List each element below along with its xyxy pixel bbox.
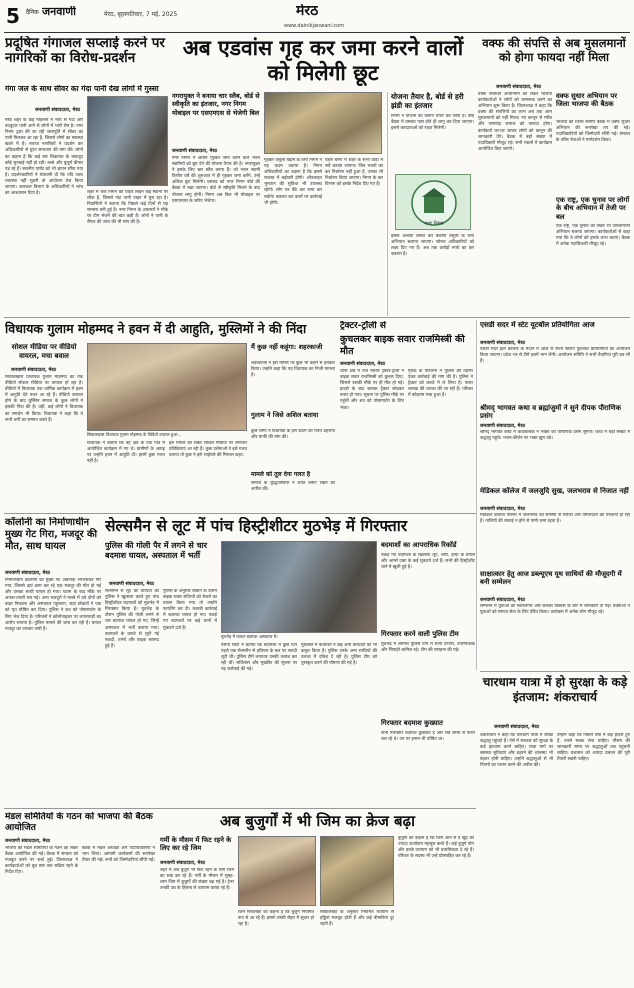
article-body-2: मृतक के परिजनों ने पुलिस को तहरीर देकर कार्रवाई की मांग की है। पुलिस ने ट्रैक्टर को कब्जे में ले लिया है। फरार चालक की तलाश की जा रही है। परिवार में कोहराम मचा हुआ है। <box>408 369 473 399</box>
havan-photo <box>87 343 247 431</box>
article-body-3: पहले चरण में शहर के सभी वार्डों में सर्वे कराया जाएगा। जिन भवनों का कर निर्धारण नहीं हुआ है, उनका भी निर्धारण किया जाएगा। निगम के कर विभाग को इसके निर्देश दिए गए हैं। <box>325 158 383 188</box>
paper-name: जनवाणी <box>42 6 77 18</box>
section-rule-1 <box>4 317 630 318</box>
byline: जनवाणी संवाददाता, मेरठ <box>11 368 57 373</box>
box-body-2: मुठभेड़ में शामिल पुलिस टीम में थाना प्रभारी, उपनिरीक्षक और सिपाही शामिल रहे। टीम की सराहना की गई। <box>381 642 475 654</box>
article-salesman-loot <box>105 517 475 807</box>
article-body: थाना क्षेत्र में तेज रफ्तार ट्रैक्टर-ट्रॉली ने बाइक सवार राजमिस्त्री को कुचल दिया, जिससे उसकी मौके पर ही मौत हो गई। हादसे के बाद चालक ट्रैक्टर छोड़कर फरार हो गया। सूचना पर पुलिस मौके पर पहुंची और शव को पोस्टमार्टम के लिए भेजा। <box>340 369 404 411</box>
article-body: नगर निगम ने अग्रिम गृहकर जमा करने वाले भवन स्वामियों को छूट देने की योजना तैयार की है। नगरायुक्त ने इसके लिए चार स्लैब बनाए हैं। जो भवन स्वामी वित्तीय वर्ष की शुरुआत में ही गृहकर जमा करेंगे, उन्हें अधिक छूट मिलेगी। प्रस्ताव को नगर निगम बोर्ड की बैठक में रखा जाएगा। बोर्ड से स्वीकृति मिलने के बाद योजना लागू होगी। निगम अब बिल भी मोबाइल पर एसएमएस के जरिए भेजेगा। <box>172 156 260 204</box>
sidebar-quotes <box>251 343 335 511</box>
byline: जनवाणी संवाददाता, मेरठ <box>5 839 51 844</box>
side2-body: एक राष्ट्र, एक चुनाव को लेकर भी जनजागरण अभियान चलाया जाएगा। कार्यकर्ताओं से कहा गया कि वे लोगों को इसके लाभ बताएं। बैठक में अनेक पदाधिकारी मौजूद रहे। <box>556 224 630 248</box>
article-subtitle: नगरायुक्त ने बनाया चार स्लैब, बोर्ड से स्वीकृति का इंतजार, नगर निगम मोबाइल पर एसएमएस से भेजेगी बिल <box>172 92 260 117</box>
article-ganga-protest <box>5 36 168 316</box>
criminal-record-box <box>381 541 475 807</box>
article-body-2: विधायक ने बताया कि वह क्षेत्र के एक गांव में आयोजित कार्यक्रम में गए थे। ग्रामीणों के आग्रह पर उन्होंने हवन में आहुति दी। इसमें कुछ गलत नहीं है। <box>87 441 165 465</box>
masthead-rule <box>4 32 630 33</box>
article-body: शंकराचार्य ने कहा कि चारधाम यात्रा में लाखों श्रद्धालु पहुंचते हैं। ऐसे में सरकार को सुरक्षा के कड़े इंतजाम करने चाहिए। यात्रा मार्ग पर स्वास्थ्य सुविधाएं और ठहरने की व्यवस्था भी बेहतर होनी चाहिए। उन्होंने श्रद्धालुओं से भी नियमों का पालन करने की अपील की। <box>480 733 553 769</box>
article-body: मेरठ शहर के कई मोहल्लों में नलों से गंदा और बदबूदार पानी आने से लोगों में भारी रोष है। नगर निगम द्वारा की जा रही जलापूर्ति में सीवर का पानी मिलकर आ रहा है, जिससे लोगों का स्वास्थ्य खतरे में है। नाराज नागरिकों ने प्रदर्शन कर अधिकारियों से तुरंत समाधान की मांग की। लोगों का कहना है कि कई बार शिकायत के बावजूद कोई सुनवाई नहीं हो रही। बच्चे और बुजुर्ग बीमार पड़ रहे हैं। स्थानीय पार्षद को भी ज्ञापन सौंपा गया है। प्रदर्शनकारियों ने चेतावनी दी कि यदि जल्द व्यवस्था नहीं सुधरी तो आंदोलन तेज किया जाएगा। जलकल विभाग के अधिकारियों ने जांच का आश्वासन दिया है। <box>5 118 83 197</box>
right-column-briefs <box>480 321 630 671</box>
kicker: मैं कुछ नहीं कहूंगा: शहरकाजी <box>251 343 323 351</box>
brief-title-bhagwat: श्रीमद् भागवत कथा व ब्रह्मांजुमों ने सुने दीपक पौराणिक प्रसंग <box>480 404 621 421</box>
byline: जनवाणी संवाददाता, मेरठ <box>35 108 81 113</box>
section-rule-3 <box>480 671 630 672</box>
article-title: प्रदूषित गंगाजल सप्लाई करने पर नागरिकों का विरोध-प्रदर्शन <box>5 36 165 67</box>
kicker-body: शहरकाजी ने इस मामले पर कुछ भी कहने से इनकार किया। उन्होंने कहा कि यह विधायक का निजी मामला है। <box>251 361 335 379</box>
city-title: मेरठ <box>296 4 319 19</box>
scheme-body-2: इसके अलावा लंबित कर बकाया वसूली के लिए अभियान चलाया जाएगा। जोनल अधिकारियों को लक्ष्य दिए गए हैं। अब तक करोड़ों रुपये का कर बकाया है। <box>391 234 474 258</box>
article-title: सेल्समैन से लूट में पांच हिस्ट्रीशीटर मुठभेड़ में गिरफ्तार <box>105 517 408 535</box>
logo-label: नगर निगम <box>424 221 444 227</box>
brief-title-medical: मेडिकल कॉलेज में जलजुदि सुख, जलभराव से निजात नहीं <box>480 487 629 495</box>
article-body-2: शहर में जल निगम की पाइप लाइन कई स्थानों पर लीक है, जिससे गंदा पानी पाइप में घुस रहा है। निवासियों ने बताया कि पिछले कई दिनों से यह समस्या बनी हुई है। नगर निगम के अफसरों ने मौके पर टीम भेजने की बात कही है। लोगों ने पानी के सैंपल की जांच की भी मांग की है। <box>87 190 168 226</box>
brief-title-conference: साक्षात्कार हेतु आज डब्ल्यूएच यूथ साथियों की मौजूदगी में बनी सम्मेलन <box>480 570 622 587</box>
gym-photo-1 <box>238 836 316 906</box>
column-rule <box>387 92 388 316</box>
byline: जनवाणी संवाददाता, मेरठ <box>340 362 386 367</box>
article-body-4: बुजुर्गों का कहना है कि जिम आने से वे खुद को ज्यादा ऊर्जावान महसूस करते हैं। कई बुजुर्ग योग और हल्के व्यायाम को भी प्राथमिकता दे रहे हैं। परिवार के सदस्य भी उन्हें प्रोत्साहित कर रहे हैं। <box>398 836 474 860</box>
sub-kicker: गुलाम ने जिसे अशिल बताया <box>251 411 319 419</box>
side-story <box>556 92 630 316</box>
box-title-2: गिरफ्तार करने वाली पुलिस टीम <box>381 630 459 638</box>
article-body: सिवालखास विधायक गुलाम मोहम्मद का एक वीडियो सोशल मीडिया पर वायरल हो रहा है। वीडियो में विधायक एक धार्मिक कार्यक्रम में हवन में आहुति देते नजर आ रहे हैं। वीडियो वायरल होने के बाद मुस्लिम समाज के कुछ लोगों ने इसकी निंदा की है। वहीं, कई लोगों ने विधायक का समर्थन भी किया। विधायक ने कहा कि वे सभी धर्मों का सम्मान करते हैं। <box>5 375 83 423</box>
photo-caption: सिवालखास विधायक गुलाम मोहम्मद के विडियो वायरल हुआ... <box>87 432 182 437</box>
byline: जनवाणी संवाददाता, मेरठ <box>480 341 526 346</box>
byline: जनवाणी संवाददाता, मेरठ <box>480 598 526 603</box>
article-body: सेल्समैन से लूट की वारदात का पुलिस ने खुलासा करते हुए पांच हिस्ट्रीशीटर बदमाशों को मुठभेड़ में गिरफ्तार किया है। मुठभेड़ के दौरान पुलिस की गोली लगने से चार बदमाश घायल हो गए, जिन्हें अस्पताल में भर्ती कराया गया। बदमाशों के कब्जे से लूटी गई नकदी, तमंचे और बाइक बरामद हुई हैं। <box>105 589 159 649</box>
article-subtitle: सोशल मीडिया पर वीडियो वायरल, मचा बवाल <box>11 343 77 360</box>
photo-caption: मुठभेड़ में घायल बदमाश अस्पताल में। <box>221 634 278 639</box>
side-title: वक्फ सुधार अभियान पर जिला भाजपा की बैठक <box>556 92 618 109</box>
article-body-3: इस मामले को लेकर सोशल मीडिया पर लगातार प्रतिक्रियाएं आ रही हैं। कुछ उलेमाओं ने इसे गलत बताया तो कुछ ने इसे भाईचारे की मिसाल कहा। <box>169 441 247 459</box>
masthead <box>0 0 634 40</box>
box-title: बदमाशों का आपराधिक रिकॉर्ड <box>381 541 457 549</box>
byline: जनवाणी संवाददाता, मेरठ <box>480 507 526 512</box>
box-body: पकड़े गए बदमाशों के खिलाफ लूट, चोरी, हत्या के प्रयास और आर्म्स एक्ट के कई मुकदमे दर्ज हैं। सभी की हिस्ट्रीशीट थाने में खुली हुई है। <box>381 553 475 571</box>
article-advance-tax <box>172 36 474 316</box>
kicker: ट्रैक्टर-ट्रॉली से <box>340 321 386 331</box>
article-title: अब एडवांस गृह कर जमा करने वालों को मिलेगी छूट <box>182 36 464 85</box>
article-bjp-meeting <box>5 812 155 984</box>
article-title: अब बुजुर्गों में भी जिम का क्रेज बढ़ा <box>220 812 415 830</box>
article-title: विधायक गुलाम मोहम्मद ने हवन में दी आहुति, मुस्लिमों ने की निंदा <box>5 321 307 336</box>
mini-body: समाज के बुद्धिजीवियों ने शांति बनाए रखने की अपील की। <box>251 481 335 493</box>
box-body-3: सभी गिरफ्तार बदमाश कुख्यात हैं और लंबे समय से फरार चल रहे थे। उन पर इनाम भी घोषित था। <box>381 731 475 743</box>
date-line: मेरठ, बृहस्पतिवार, 7 मई, 2025 <box>104 11 178 18</box>
side-body: भाजपा की जिला स्तरीय बैठक में वक्फ सुधार अभियान की रूपरेखा तय की गई। पदाधिकारियों को जिम्मेदारी सौंपी गई। संगठन के वरिष्ठ नेताओं ने मार्गदर्शन किया। <box>556 120 630 144</box>
column-rule-right <box>476 320 477 670</box>
article-subtitle: गर्मी के मौसम में फिट रहने के लिए कर रहे जिम <box>160 836 232 852</box>
article-body-3: एसपी सिटी ने बताया कि बदमाशों ने कुछ दिन पहले एक सेल्समैन से हथियार के बल पर नकदी लूटी थी। पुलिस टीमें लगातार उनकी तलाश कर रही थीं। सर्विलांस और मुखबिर की सूचना पर यह कार्रवाई की गई। <box>221 643 297 673</box>
brief-body-football: एसडी सदर इंटर कॉलेज के मैदान में आज से राज्य स्तरीय फुटबॉल प्रतियोगिता का आयोजन किया जाएगा। प्रदेश भर से टीमें इसमें भाग लेंगी। आयोजन समिति ने सभी तैयारियां पूरी कर ली हैं। <box>480 347 630 365</box>
box-title-3: गिरफ्तार बदमाश कुख्यात <box>381 719 443 727</box>
article-body: निर्माणाधीन कॉलोनी का मुख्य गेट अचानक भरभराकर गिर गया, जिससे वहां काम कर रहे एक मजदूर की मौत हो गई और उसका साथी घायल हो गया। घटना के बाद मौके पर अफरा-तफरी मच गई। अन्य मजदूरों ने मलबे में दबे दोनों को बाहर निकाला और अस्पताल पहुंचाया, जहां डॉक्टरों ने एक को मृत घोषित कर दिया। पुलिस ने शव को पोस्टमार्टम के लिए भेज दिया है। परिजनों ने कॉलोनाइजर पर लापरवाही का आरोप लगाया है। पुलिस मामले की जांच कर रही है। घायल मजदूर का उपचार जारी है। <box>5 578 101 632</box>
article-gate-collapse <box>5 517 101 799</box>
article-subtitle: गंगा जल के साथ सीवर का गंदा पानी देख लोगों में गुस्सा <box>5 85 159 93</box>
byline: जनवाणी संवाददाता, मेरठ <box>480 424 526 429</box>
byline: जनवाणी संवाददाता, मेरठ <box>160 861 206 866</box>
encounter-photo <box>221 541 377 633</box>
side2-title: एक राष्ट्र, एक चुनाव पर लोगों के बीच अभियान में तेजी पर बल <box>556 196 630 221</box>
article-elderly-gym <box>160 812 475 984</box>
byline: जनवाणी संवाददाता, मेरठ <box>109 582 155 587</box>
article-title: मंडल समितियों के गठन को भाजपा की बैठक आयोजित <box>5 812 153 833</box>
article-body-2: उन्होंने कहा कि पिछले वर्षों में कई हादसे हुए हैं, उनसे सबक लेना चाहिए। मौसम की जानकारी समय पर श्रद्धालुओं तक पहुंचनी चाहिए। प्रशासन को आपदा प्रबंधन की पूरी तैयारी रखनी चाहिए। <box>557 733 630 763</box>
page-number: 5 <box>6 5 20 28</box>
article-title: चारधाम यात्रा में हो सुरक्षा के कड़े इंतजाम: शंकराचार्य <box>482 675 628 704</box>
article-body: भाजपा की मंडल समितियों के गठन को लेकर बैठक आयोजित की गई। बैठक में संगठन को मजबूत करने पर चर्चा हुई। जिलाध्यक्ष ने कार्यकर्ताओं को बूथ स्तर तक सक्रिय रहने के निर्देश दिए। <box>5 846 78 876</box>
website[interactable]: www.dainikjanwani.com <box>284 23 345 29</box>
brief-body-medical: मेडिकल कॉलेज परिसर में जलभराव की समस्या से मरीजों और तीमारदारों को परेशानी हो रही है। नालियों की सफाई न होने से पानी जमा रहता है। <box>480 513 630 525</box>
article-body-4: पूछताछ में बदमाशों ने कई अन्य वारदातों को भी कबूल किया है। पुलिस उनके अन्य साथियों की तलाश में दबिश दे रही है। पुलिस टीम को पुरस्कृत करने की घोषणा की गई है। <box>301 643 377 667</box>
article-body-3: चिकित्सकों के अनुसार नियमित व्यायाम से हड्डियां मजबूत होती हैं और कई बीमारियां दूर रहती हैं। <box>320 910 394 928</box>
article-body-2: गृहकर वसूली बढ़ाने के लिए निगम ने यह कदम उठाया है। निगम अधिकारियों का कहना है कि इससे राजस्व में बढ़ोतरी होगी। ऑनलाइन भुगतान की सुविधा भी उपलब्ध रहेगी। लोग घर बैठे कर जमा कर सकेंगे। बकाया कर वालों पर कार्रवाई भी होगी। <box>264 158 322 206</box>
nagar-nigam-logo <box>395 174 471 230</box>
article-subtitle: पुलिस की गोली पैर में लगने से चार बदमाश घायल, अस्पताल में भर्ती <box>105 541 208 560</box>
article-title: कुचलकर बाइक सवार राजमिस्त्री की मौत <box>340 334 465 357</box>
article-body-2: पुलिस के अनुसार चेकिंग के दौरान बाइक सवार संदिग्धों को रोकने का प्रयास किया गया तो उन्होंने फायरिंग कर दी। जवाबी कार्रवाई में बदमाश घायल हो गए। पकड़े गए बदमाशों पर कई थानों में मुकदमे दर्ज हैं। <box>163 589 217 631</box>
house-tax-photo <box>264 92 382 154</box>
article-scheme-box <box>391 92 474 316</box>
article-title: कॉलोनी का निर्माणाधीन मुख्य गेट गिरा, मजदूर की मौत, साथ घायल <box>5 517 98 552</box>
brief-body-bhagwat: श्रीमद् भागवत कथा में कथावाचक ने भक्तों को पौराणिक प्रसंग सुनाए। कथा में बड़ी संख्या में श्रद्धालु पहुंचे। भजन-कीर्तन पर भक्त झूम उठे। <box>480 430 630 442</box>
article-body: शहर में अब बुजुर्ग भी फिट रहने के लिए जिम का रुख कर रहे हैं। गर्मी के मौसम में सुबह-शाम जिम में बुजुर्गों की संख्या बढ़ गई है। ट्रेनर उनकी उम्र के हिसाब से व्यायाम करवा रहे हैं। <box>160 868 234 892</box>
article-body: वक्फ संशोधन अधिनियम को लेकर भाजपा कार्यकर्ताओं ने लोगों को जागरूक करने का अभियान शुरू किया है। जिलाध्यक्ष ने कहा कि वक्फ की संपत्तियों का लाभ अब तक आम मुसलमानों को नहीं मिला। नए कानून से गरीब और पसमांदा समाज को फायदा होगा। कार्यकर्ता घर-घर जाकर लोगों को कानून की जानकारी देंगे। बैठक में बड़ी संख्या में पदाधिकारी मौजूद रहे। सभी मंडलों में कार्यक्रम आयोजित किए जाएंगे। <box>478 92 552 152</box>
article-mla-havan <box>5 321 335 511</box>
mini-kicker: मामले को तूल देना गलत है <box>251 471 311 478</box>
sub-body: कुछ लोगों ने विधायक के इस कदम को गलत ठहराया और माफी की मांग की। <box>251 429 335 441</box>
scheme-body: निगम ने योजना का प्रारूप तैयार कर लिया है। बोर्ड बैठक में प्रस्ताव पास होते ही लागू कर दिया जाएगा। इससे करदाताओं को राहत मिलेगी। <box>391 114 474 132</box>
byline: जनवाणी संवाददाता, मेरठ <box>172 149 218 154</box>
byline: जनवाणी संवाददाता, मेरठ <box>494 725 540 730</box>
section-rule-2 <box>4 513 476 514</box>
byline: जनवाणी संवाददाता, मेरठ <box>496 85 542 90</box>
section-rule-4 <box>4 808 476 809</box>
article-body-2: बैठक में मंडल अध्यक्षों और पदाधिकारियों ने भाग लिया। आगामी कार्यक्रमों की रूपरेखा तैयार की गई। सभी को जिम्मेदारियां सौंपी गईं। <box>82 846 155 864</box>
protest-photo <box>87 96 168 186</box>
article-waqf <box>478 36 630 316</box>
paper-prefix: दैनिक <box>26 9 39 16</box>
gym-photo-2 <box>320 836 394 906</box>
article-tractor-accident <box>340 321 473 511</box>
brief-body-conference: सम्मेलन में युवाओं को स्वरोजगार और कौशल विकास के बारे में जानकारी दी गई। वक्ताओं ने युवाओं को समाज सेवा के लिए प्रेरित किया। कार्यक्रम में अनेक लोग मौजूद रहे। <box>480 604 630 616</box>
article-chardham <box>480 675 630 985</box>
byline: जनवाणी संवाददाता, मेरठ <box>5 571 51 576</box>
brief-title-football: एसडी सदर में स्टेट यूटबॉल प्रतियोगिता आज <box>480 321 595 329</box>
scheme-title: योजना तैयार है, बोर्ड से हरी झंडी का इंतजार <box>391 92 464 110</box>
article-title: वक्फ की संपत्ति से अब मुसलमानों को होगा फायदा नहीं मिला <box>482 36 626 64</box>
article-body-2: जिम संचालकों का कहना है कि बुजुर्ग नियमित रूप से आ रहे हैं। इससे उनकी सेहत में सुधार हो रहा है। <box>238 910 314 928</box>
